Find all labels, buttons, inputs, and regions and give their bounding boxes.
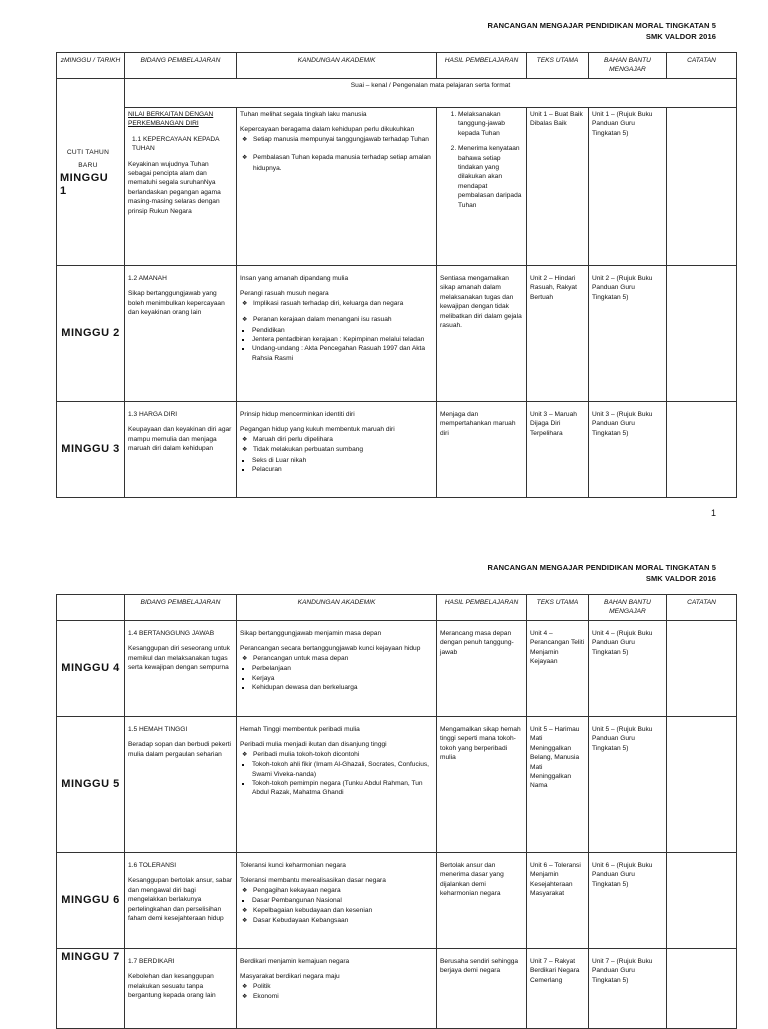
list-item: ❖ Peribadi mulia tokoh-tokoh dicontohi (253, 750, 433, 760)
col-catatan: CATATAN (667, 595, 737, 621)
list-item: ❖ Maruah diri perlu dipelihara (253, 435, 433, 445)
bidang-cell (125, 717, 237, 853)
kandungan-sub: Perancangan secara bertanggungjawab kunci kejayaan hidup (240, 645, 421, 653)
list-item: ❖ Dasar Kebudayaan Kebangsaan (253, 916, 433, 926)
list-item: ▪ Kerjaya (252, 674, 433, 683)
kandungan-cell (237, 266, 437, 402)
list-item: ❖ Peranan kerajaan dalam menangani isu rasuah (253, 315, 433, 325)
kandungan-title: Tuhan melihat segala tingkah laku manusia (240, 111, 367, 118)
bidang-desc: Sikap bertanggungjawab yang boleh menimbulkan kepercayaan dan keyakinan orang lain (128, 290, 225, 317)
kandungan-list (240, 654, 433, 664)
list-item: ❖ Tidak melakukan perbuatan sumbang (253, 445, 433, 455)
kandungan-sublist (240, 326, 433, 364)
kandungan-title: Sikap bertanggungjawab menjamin masa depan (240, 630, 382, 637)
hasil-cell: Menjaga dan mempertahankan maruah diri (437, 402, 527, 498)
list-item: ❖ Setiap manusia mempunyai tanggungjawab terhadap Tuhan (253, 135, 433, 145)
col-minggu: zMINGGU / TARIKH (57, 53, 125, 79)
list-item: 2. Menerima kenyataan bahawa setiap tindakan yang dilakukan akan mendapat pembalasan daripada Tuhan (458, 144, 523, 210)
kandungan-sub: Kepercayaan beragama dalam kehidupan perlu dikukuhkan (240, 126, 415, 134)
bahan-cell: Unit 4 – (Rujuk Buku Panduan Guru Tingkatan 5) (589, 621, 667, 717)
bidang-topic: 1.5 HEMAH TINGGI (128, 726, 188, 733)
list-item: ❖ Pengagihan kekayaan negara (253, 886, 433, 896)
bidang-topic: 1.4 BERTANGGUNG JAWAB (128, 630, 215, 637)
week-label: MINGGU 1 (60, 172, 109, 197)
bidang-cell (125, 108, 237, 266)
bahan-cell: Unit 1 – (Rujuk Buku Panduan Guru Tingkatan 5) (589, 108, 667, 266)
bahan-cell: Unit 5 – (Rujuk Buku Panduan Guru Tingkatan 5) (589, 717, 667, 853)
table-row (57, 621, 737, 717)
kandungan-cell (237, 949, 437, 1029)
kandungan-list (240, 982, 433, 1003)
bidang-cell (125, 621, 237, 717)
list-item: ▪ Undang-undang : Akta Pencegahan Rasuah 1997 dan Akta Rahsia Rasmi (252, 344, 433, 363)
catatan-cell (667, 402, 737, 498)
lesson-plan-table-2 (56, 594, 737, 1029)
bidang-cell (125, 266, 237, 402)
list-item: ▪ Perbelanjaan (252, 664, 433, 673)
list-item: 1. Melaksanakan tanggung-jawab kepada Tuhan (458, 110, 523, 138)
list-item: ❖ Kepelbagaian kebudayaan dan kesenian (253, 906, 433, 916)
bidang-cell (125, 853, 237, 949)
list-item: ▪ Dasar Pembangunan Nasional (252, 896, 433, 905)
bidang-desc: Kesanggupan bertolak ansur, sabar dan mengawal diri bagi mengelakkan berlakunya pertelingkahan dan perselisihan faham demi kesejahteraan hidup (128, 877, 233, 923)
bidang-topic: 1.3 HARGA DIRI (128, 411, 178, 418)
col-teks: TEKS UTAMA (527, 53, 589, 79)
bidang-desc: Keyakinan wujudnya Tuhan sebagai pencipta alam dan mematuhi segala suruhanNya berlandaskan pegangan agama masing-masing selaras dengan prinsip Rukun Negara (128, 160, 221, 215)
week-4-cell: MINGGU 4 (57, 621, 125, 717)
col-hasil: HASIL PEMBELAJARAN (437, 53, 527, 79)
bidang-topic: 1.6 TOLERANSI (128, 862, 177, 869)
header-title: RANCANGAN MENGAJAR PENDIDIKAN MORAL TINGKATAN 5 (487, 21, 716, 30)
kandungan-title: Hemah Tinggi membentuk peribadi mulia (240, 726, 360, 733)
header-row (57, 595, 737, 621)
kandungan-cell (237, 853, 437, 949)
bidang-topic: 1.1 KEPERCAYAAN KEPADA TUHAN (132, 135, 220, 153)
list-item: ▪ Tokoh-tokoh pemimpin negara (Tunku Abdul Rahman, Tun Abdul Razak, Mahatma Ghandi (252, 779, 433, 798)
teks-cell: Unit 7 – Rakyat Berdikari Negara Cemerlang (527, 949, 589, 1029)
kandungan-sub: Pegangan hidup yang kukuh membentuk maruah diri (240, 426, 395, 434)
bidang-topic: 1.7 BERDIKARI (128, 958, 175, 965)
kandungan-sublist (240, 664, 433, 692)
kandungan-sub: Masyarakat berdikari negara maju (240, 973, 340, 981)
col-kandungan: KANDUNGAN AKADEMIK (237, 595, 437, 621)
teks-cell: Unit 6 – Toleransi Menjamin Kesejahteraan Masyarakat (527, 853, 589, 949)
col-kandungan: KANDUNGAN AKADEMIK (237, 53, 437, 79)
week-1-cell (57, 79, 125, 266)
list-item: ▪ Seks di Luar nikah (252, 456, 433, 465)
catatan-cell (667, 949, 737, 1029)
bidang-desc: Beradap sopan dan berbudi pekerti mulia dalam pergaulan seharian (128, 741, 232, 758)
kandungan-title: Insan yang amanah dipandang mulia (240, 275, 349, 282)
bidang-desc: Kebolehan dan kesanggupan melakukan sesuatu tanpa bergantung kepada orang lain (128, 973, 216, 1000)
bidang-cell (125, 949, 237, 1029)
bidang-title: NILAI BERKAITAN DENGAN PERKEMBANGAN DIRI (128, 111, 214, 128)
header-school: SMK VALDOR 2016 (645, 574, 716, 583)
col-bahan: BAHAN BANTU MENGAJAR (589, 595, 667, 621)
teks-cell: Unit 5 – Harimau Mati Meninggalkan Belang, Manusia Mati Meninggalkan Nama (527, 717, 589, 853)
teks-cell: Unit 2 – Hindari Rasuah, Rakyat Bertuah (527, 266, 589, 402)
list-item: ▪ Jentera pentadbiran kerajaan : Kepimpinan melalui teladan (252, 335, 433, 344)
kandungan-list (240, 886, 433, 896)
kandungan-title: Berdikari menjamin kemajuan negara (240, 958, 350, 965)
page-header-2 (488, 562, 716, 584)
table-row (57, 108, 737, 266)
kandungan-sublist (240, 456, 433, 475)
week-5-cell: MINGGU 5 (57, 717, 125, 853)
bahan-cell: Unit 6 – (Rujuk Buku Panduan Guru Tingkatan 5) (589, 853, 667, 949)
bahan-cell: Unit 7 – (Rujuk Buku Panduan Guru Tingkatan 5) (589, 949, 667, 1029)
kandungan-cell (237, 717, 437, 853)
bidang-cell (125, 402, 237, 498)
col-bidang: BIDANG PEMBELAJARAN (125, 53, 237, 79)
catatan-cell (667, 266, 737, 402)
catatan-cell (667, 621, 737, 717)
teks-cell: Unit 3 – Maruah Dijaga Diri Terpelihara (527, 402, 589, 498)
lesson-plan-table-1 (56, 52, 737, 498)
kandungan-cell (237, 621, 437, 717)
header-row (57, 53, 737, 79)
table-row (57, 949, 737, 1029)
kandungan-title: Prinsip hidup mencerminkan identiti diri (240, 411, 355, 418)
hasil-cell: Sentiasa mengamalkan sikap amanah dalam melaksanakan tugas dan kewajipan dengan tidak melibatkan diri dalam gejala rasuah. (437, 266, 527, 402)
list-item: ▪ Tokoh-tokoh ahli fikir (Imam Al-Ghazali, Socrates, Confucius, Swami Viveka-nanda) (252, 760, 433, 779)
kandungan-title: Toleransi kunci keharmonian negara (240, 862, 346, 869)
kandungan-cell (237, 402, 437, 498)
hasil-cell: Mengamalkan sikap hemah tinggi seperti mana tokoh-tokoh yang berperibadi mulia (437, 717, 527, 853)
hasil-list (440, 110, 523, 210)
kandungan-list (240, 299, 433, 326)
hasil-cell: Merancang masa depan dengan penuh tanggung-jawab (437, 621, 527, 717)
catatan-cell (667, 853, 737, 949)
kandungan-sub: Peribadi mulia menjadi ikutan dan disanjung tinggi (240, 741, 387, 749)
intro-text: Suai – kenal / Pengenalan mata pelajaran serta format (125, 79, 737, 108)
col-bidang: BIDANG PEMBELAJARAN (125, 595, 237, 621)
kandungan-sub: Perangi rasuah musuh negara (240, 290, 329, 298)
list-item: ▪ Pelacuran (252, 465, 433, 474)
table-row (57, 853, 737, 949)
week-7-cell: MINGGU 7 (57, 949, 125, 1029)
catatan-cell (667, 108, 737, 266)
bahan-cell: Unit 2 – (Rujuk Buku Panduan Guru Tingkatan 5) (589, 266, 667, 402)
list-item: ▪ Kehidupan dewasa dan berkeluarga (252, 683, 433, 692)
col-bahan: BAHAN BANTU MENGAJAR (589, 53, 667, 79)
holiday-label: CUTI TAHUN BARU (66, 149, 110, 169)
hasil-cell: Berusaha sendiri sehingga berjaya demi negara (437, 949, 527, 1029)
kandungan-sublist (240, 760, 433, 798)
bidang-desc: Kesanggupan diri seseorang untuk memikul dan melaksanakan tugas serta kewajipan dengan sempurna (128, 645, 230, 672)
teks-cell: Unit 4 – Perancangan Teliti Menjamin Kejayaan (527, 621, 589, 717)
list-item: ❖ Ekonomi (253, 992, 433, 1002)
hasil-cell: Bertolak ansur dan menerima dasar yang dijalankan demi keharmonian negara (437, 853, 527, 949)
list-item: ❖ Implikasi rasuah terhadap diri, keluarga dan negara (253, 299, 433, 309)
header-title: RANCANGAN MENGAJAR PENDIDIKAN MORAL TINGKATAN 5 (487, 563, 716, 572)
week-3-cell: MINGGU 3 (57, 402, 125, 498)
table-row (57, 717, 737, 853)
catatan-cell (667, 717, 737, 853)
table-row (57, 402, 737, 498)
kandungan-list (240, 135, 433, 173)
hasil-cell (437, 108, 527, 266)
week-2-cell: MINGGU 2 (57, 266, 125, 402)
kandungan-list (240, 906, 433, 927)
col-catatan: CATATAN (667, 53, 737, 79)
kandungan-list (240, 435, 433, 456)
list-item: ❖ Pembalasan Tuhan kepada manusia terhadap setiap amalan hidupnya. (253, 153, 433, 173)
col-minggu (57, 595, 125, 621)
list-item: ❖ Perancangan untuk masa depan (253, 654, 433, 664)
bahan-cell: Unit 3 – (Rujuk Buku Panduan Guru Tingkatan 5) (589, 402, 667, 498)
table-row (57, 266, 737, 402)
col-hasil: HASIL PEMBELAJARAN (437, 595, 527, 621)
teks-cell: Unit 1 – Buat Baik Dibalas Baik (527, 108, 589, 266)
kandungan-list (240, 750, 433, 760)
header-school: SMK VALDOR 2016 (645, 32, 716, 41)
page-number: 1 (710, 508, 716, 518)
col-teks: TEKS UTAMA (527, 595, 589, 621)
bidang-topic: 1.2 AMANAH (128, 275, 167, 282)
kandungan-sublist (240, 896, 433, 905)
kandungan-sub: Toleransi membantu merealisasikan dasar negara (240, 877, 386, 885)
kandungan-cell (237, 108, 437, 266)
week-6-cell: MINGGU 6 (57, 853, 125, 949)
list-item: ▪ Pendidikan (252, 326, 433, 335)
intro-row (57, 79, 737, 108)
page-header (488, 20, 716, 42)
list-item: ❖ Politik (253, 982, 433, 992)
bidang-desc: Keupayaan dan keyakinan diri agar mampu memulia dan menjaga maruah diri dalam kehidupan (128, 426, 232, 453)
